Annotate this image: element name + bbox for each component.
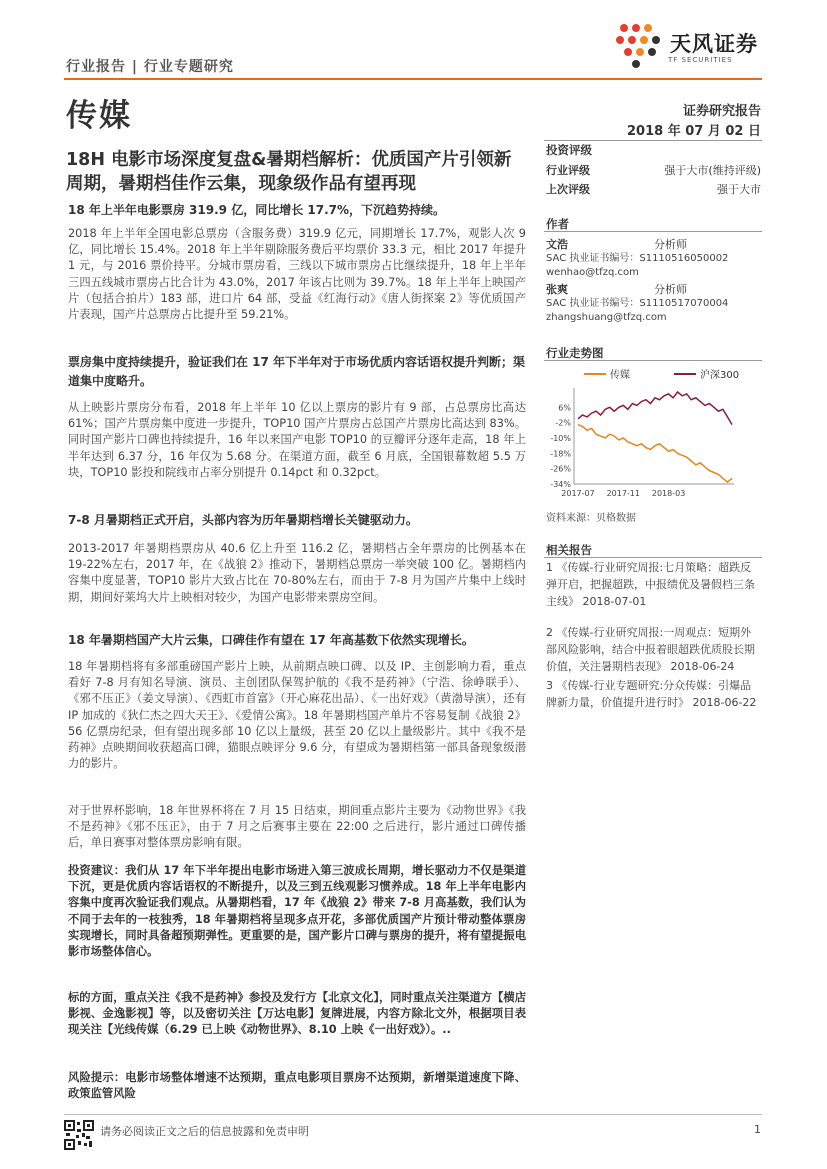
author-name: 张爽 — [546, 283, 568, 296]
logo-dot — [624, 48, 632, 56]
section-body: 2018 年上半年全国电影总票房（含服务费）319.9 亿元，同期增长 17.7%，观影人次 9 亿，同比增长 15.4%。2018 年上半年剔除服务费后平均票价 33.3 元，相比 2017 年提升 1 元，与 2016 票价持平。分城市票房看，三线以下城市票房占比继续提升，18 年上半年三四五线城市票房占比合计为 43.0%，2017 年该占比则为 39.7%。18 年上半年上映国产片（包括合拍片）183 部，进口片 64 部，受益《红海行动》《唐人街探案 2》等优质国产片表现，国产片总票房占比提升至 59.21%。 — [68, 227, 526, 322]
author-cert: SAC 执业证书编号：S1110517070004 — [546, 298, 729, 309]
doc-date: 2018 年 07 月 02 日 — [627, 124, 761, 139]
logo-dot — [616, 36, 624, 44]
author-role: 分析师 — [654, 238, 687, 251]
logo-dot — [632, 60, 640, 68]
related-report[interactable]: 3 《传媒-行业专题研究:分众传媒：引爆品牌新力量，价值提升进行时》 2018-06-22 — [546, 679, 757, 709]
logo-dot — [648, 48, 656, 56]
related-heading: 相关报告 — [546, 543, 592, 557]
series-line — [578, 425, 732, 483]
header-rule — [64, 78, 762, 80]
brand-name: 天风证券 — [670, 32, 758, 56]
section-heading: 票房集中度持续提升，验证我们在 17 年下半年对于市场优质内容话语权提升判断；渠道集中度略升。 — [68, 355, 526, 388]
author-name: 文浩 — [546, 238, 568, 251]
industry-rating-value: 强于大市(维持评级) — [664, 164, 761, 177]
logo-dot — [620, 24, 628, 32]
section-heading: 18 年暑期档国产大片云集，口碑佳作有望在 17 年高基数下依然实现增长。 — [68, 633, 474, 647]
related-report[interactable]: 2 《传媒-行业研究周报:一周观点：短期外部风险影响，结合中报着眼超跌优质股长期价值，关注暑期档表现》 2018-06-24 — [546, 626, 755, 673]
logo-dot — [640, 36, 648, 44]
section-body: 从上映影片票房分布看，2018 年上半年 10 亿以上票房的影片有 9 部，占总票房比高达 61%；国产片票房集中度进一步提升，TOP10 国产片票房占总国产片票房比高达到 83%。同时国产影片口碑也持续提升，16 年以来国产电影 TOP10 的豆瓣评分逐年走高，18 年上半年达到 6.37 分，16 年仅为 5.68 分。在渠道方面，截至 6 月底，全国银幕数超 5.5 万块，TOP10 影投和院线市占率分别提升 0.14pct 和 0.32pct。 — [68, 401, 526, 479]
target-stocks: 标的方面，重点关注《我不是药神》参投及发行方【北京文化】，同时重点关注渠道方【横店影视、金逸影视】等，以及密切关注【万达电影】复牌进展，内容方除北文外，根据项目表现关注【光线传媒（6.29 已上映《动物世界》、8.10 上映《一出好戏》）。.. — [68, 991, 526, 1037]
rating-heading: 投资评级 — [546, 143, 592, 157]
section-body: 对于世界杯影响，18 年世界杯将在 7 月 15 日结束，期间重点影片主要为《动物世界》《我不是药神》《邪不压正》，由于 7 月之后赛事主要在 22:00 之后进行，影片通过口碑传播后，单日赛事对整体票房影响有限。 — [68, 804, 526, 850]
y-tick-label: -10% — [550, 434, 571, 443]
trend-heading: 行业走势图 — [546, 346, 604, 360]
legend-label: 传媒 — [610, 370, 630, 381]
y-tick-label: -2% — [555, 418, 571, 428]
tf-logo-icon — [612, 22, 668, 70]
author-cert: SAC 执业证书编号：S1110516050002 — [546, 253, 729, 264]
industry-trend-chart — [544, 364, 762, 502]
prev-rating-value: 强于大市 — [717, 183, 761, 196]
report-category: 行业报告 | 行业专题研究 — [66, 59, 234, 75]
divider — [544, 360, 762, 361]
author-block — [546, 236, 762, 280]
series-line — [578, 392, 732, 425]
related-report[interactable]: 1 《传媒-行业研究周报:七月策略：超跌反弹开启，把握超跌，中报绩优及暑假档三条主线》 2018-07-01 — [546, 561, 755, 608]
authors-heading: 作者 — [546, 217, 569, 231]
brand-subtitle: TF SECURITIES — [668, 56, 733, 64]
logo-dot — [628, 36, 636, 44]
disclaimer-text: 请务必阅读正文之后的信息披露和免责申明 — [100, 1125, 309, 1138]
doc-type: 证券研究报告 — [682, 104, 761, 119]
divider — [544, 231, 762, 232]
y-tick-label: 6% — [558, 403, 571, 413]
logo-dot — [632, 24, 640, 32]
x-tick-label: 2017-07 — [561, 489, 595, 498]
prev-rating-label: 上次评级 — [546, 183, 590, 196]
report-title: 18H 电影市场深度复盘&暑期档解析：优质国产片引领新周期，暑期档佳作云集，现象级作品有望再现 — [66, 150, 512, 194]
x-tick-label: 2018-03 — [651, 489, 686, 498]
author-email[interactable]: zhangshuang@tfzq.com — [546, 312, 667, 323]
legend-label: 沪深300 — [700, 370, 740, 381]
risk-warning: 风险提示：电影市场整体增速不达预期，重点电影项目票房不达预期，新增渠道速度下降、政策监管风险 — [68, 1071, 526, 1101]
divider — [544, 140, 762, 141]
logo-dot — [652, 36, 660, 44]
y-tick-label: -26% — [550, 464, 571, 474]
author-block — [546, 281, 762, 325]
investment-advice: 投资建议：我们从 17 年下半年提出电影市场进入第三波成长周期，增长驱动力不仅是渠道下沉，更是优质内容话语权的不断提升，以及三到五线观影习惯养成。18 年上半年电影内容集中度再次验证我们观点。从暑期档看，17 年《战狼 2》带来 7-8 月高基数，我们认为不同于去年的一枝独秀，18 年暑期档将呈现多点开花，多部优质国产片预计带动整体票房实现增长，同时具备超预期弹性。更重要的是，国产影片口碑与票房的提升，将有望提振电影市场整体信心。 — [68, 864, 526, 959]
industry-rating-label: 行业评级 — [546, 164, 590, 177]
logo-dot — [644, 24, 652, 32]
author-role: 分析师 — [654, 283, 687, 296]
y-tick-label: -34% — [550, 480, 571, 489]
chart-source: 资料来源：贝格数据 — [546, 513, 636, 524]
section-body: 2013-2017 年暑期档票房从 40.6 亿上升至 116.2 亿，暑期档占全年票房的比例基本在 19-22%左右，2017 年，在《战狼 2》推动下，暑期档总票房一举突破 100 亿。暑期档内容集中度显著，TOP10 影片大致占比在 70-80%左右，而由于 7-8 月为国产片集中上线时期，期间好莱坞大片上映相对较少，为国产电影带来票房空间。 — [68, 542, 526, 604]
footer-rule — [64, 1114, 762, 1115]
x-tick-label: 2017-11 — [606, 489, 641, 498]
qr-code-icon — [64, 1120, 94, 1150]
logo-dot — [636, 48, 644, 56]
page-number: 1 — [754, 1123, 761, 1136]
sector-title: 传媒 — [66, 98, 132, 134]
y-tick-label: -18% — [550, 449, 571, 459]
section-heading: 7-8 月暑期档正式开启，头部内容为历年暑期档增长关键驱动力。 — [68, 513, 418, 527]
section-heading: 18 年上半年电影票房 319.9 亿，同比增长 17.7%，下沉趋势持续。 — [68, 203, 446, 217]
divider — [544, 557, 762, 558]
section-body: 18 年暑期档将有多部重磅国产影片上映，从前期点映口碑、以及 IP、主创影响力看，重点看好 7-8 月有知名导演、演员、主创团队保驾护航的《我不是药神》（宁浩、徐峥联手）、《邪不压正》（姜文导演）、《西虹市首富》（开心麻花出品）、《一出好戏》（黄渤导演），还有 IP 加成的《狄仁杰之四大天王》、《爱情公寓》。18 年暑期档国产单片不容易复制《战狼 2》56 亿票房纪录，但有望出现多部 10 亿以上量级，甚至 20 亿以上量级影片。其中《我不是药神》点映期间收获超高口碑，猫眼点映评分 9.6 分，有望成为暑期档第一部具备现象级潜力的影片。 — [68, 660, 526, 771]
author-email[interactable]: wenhao@tfzq.com — [546, 267, 639, 278]
